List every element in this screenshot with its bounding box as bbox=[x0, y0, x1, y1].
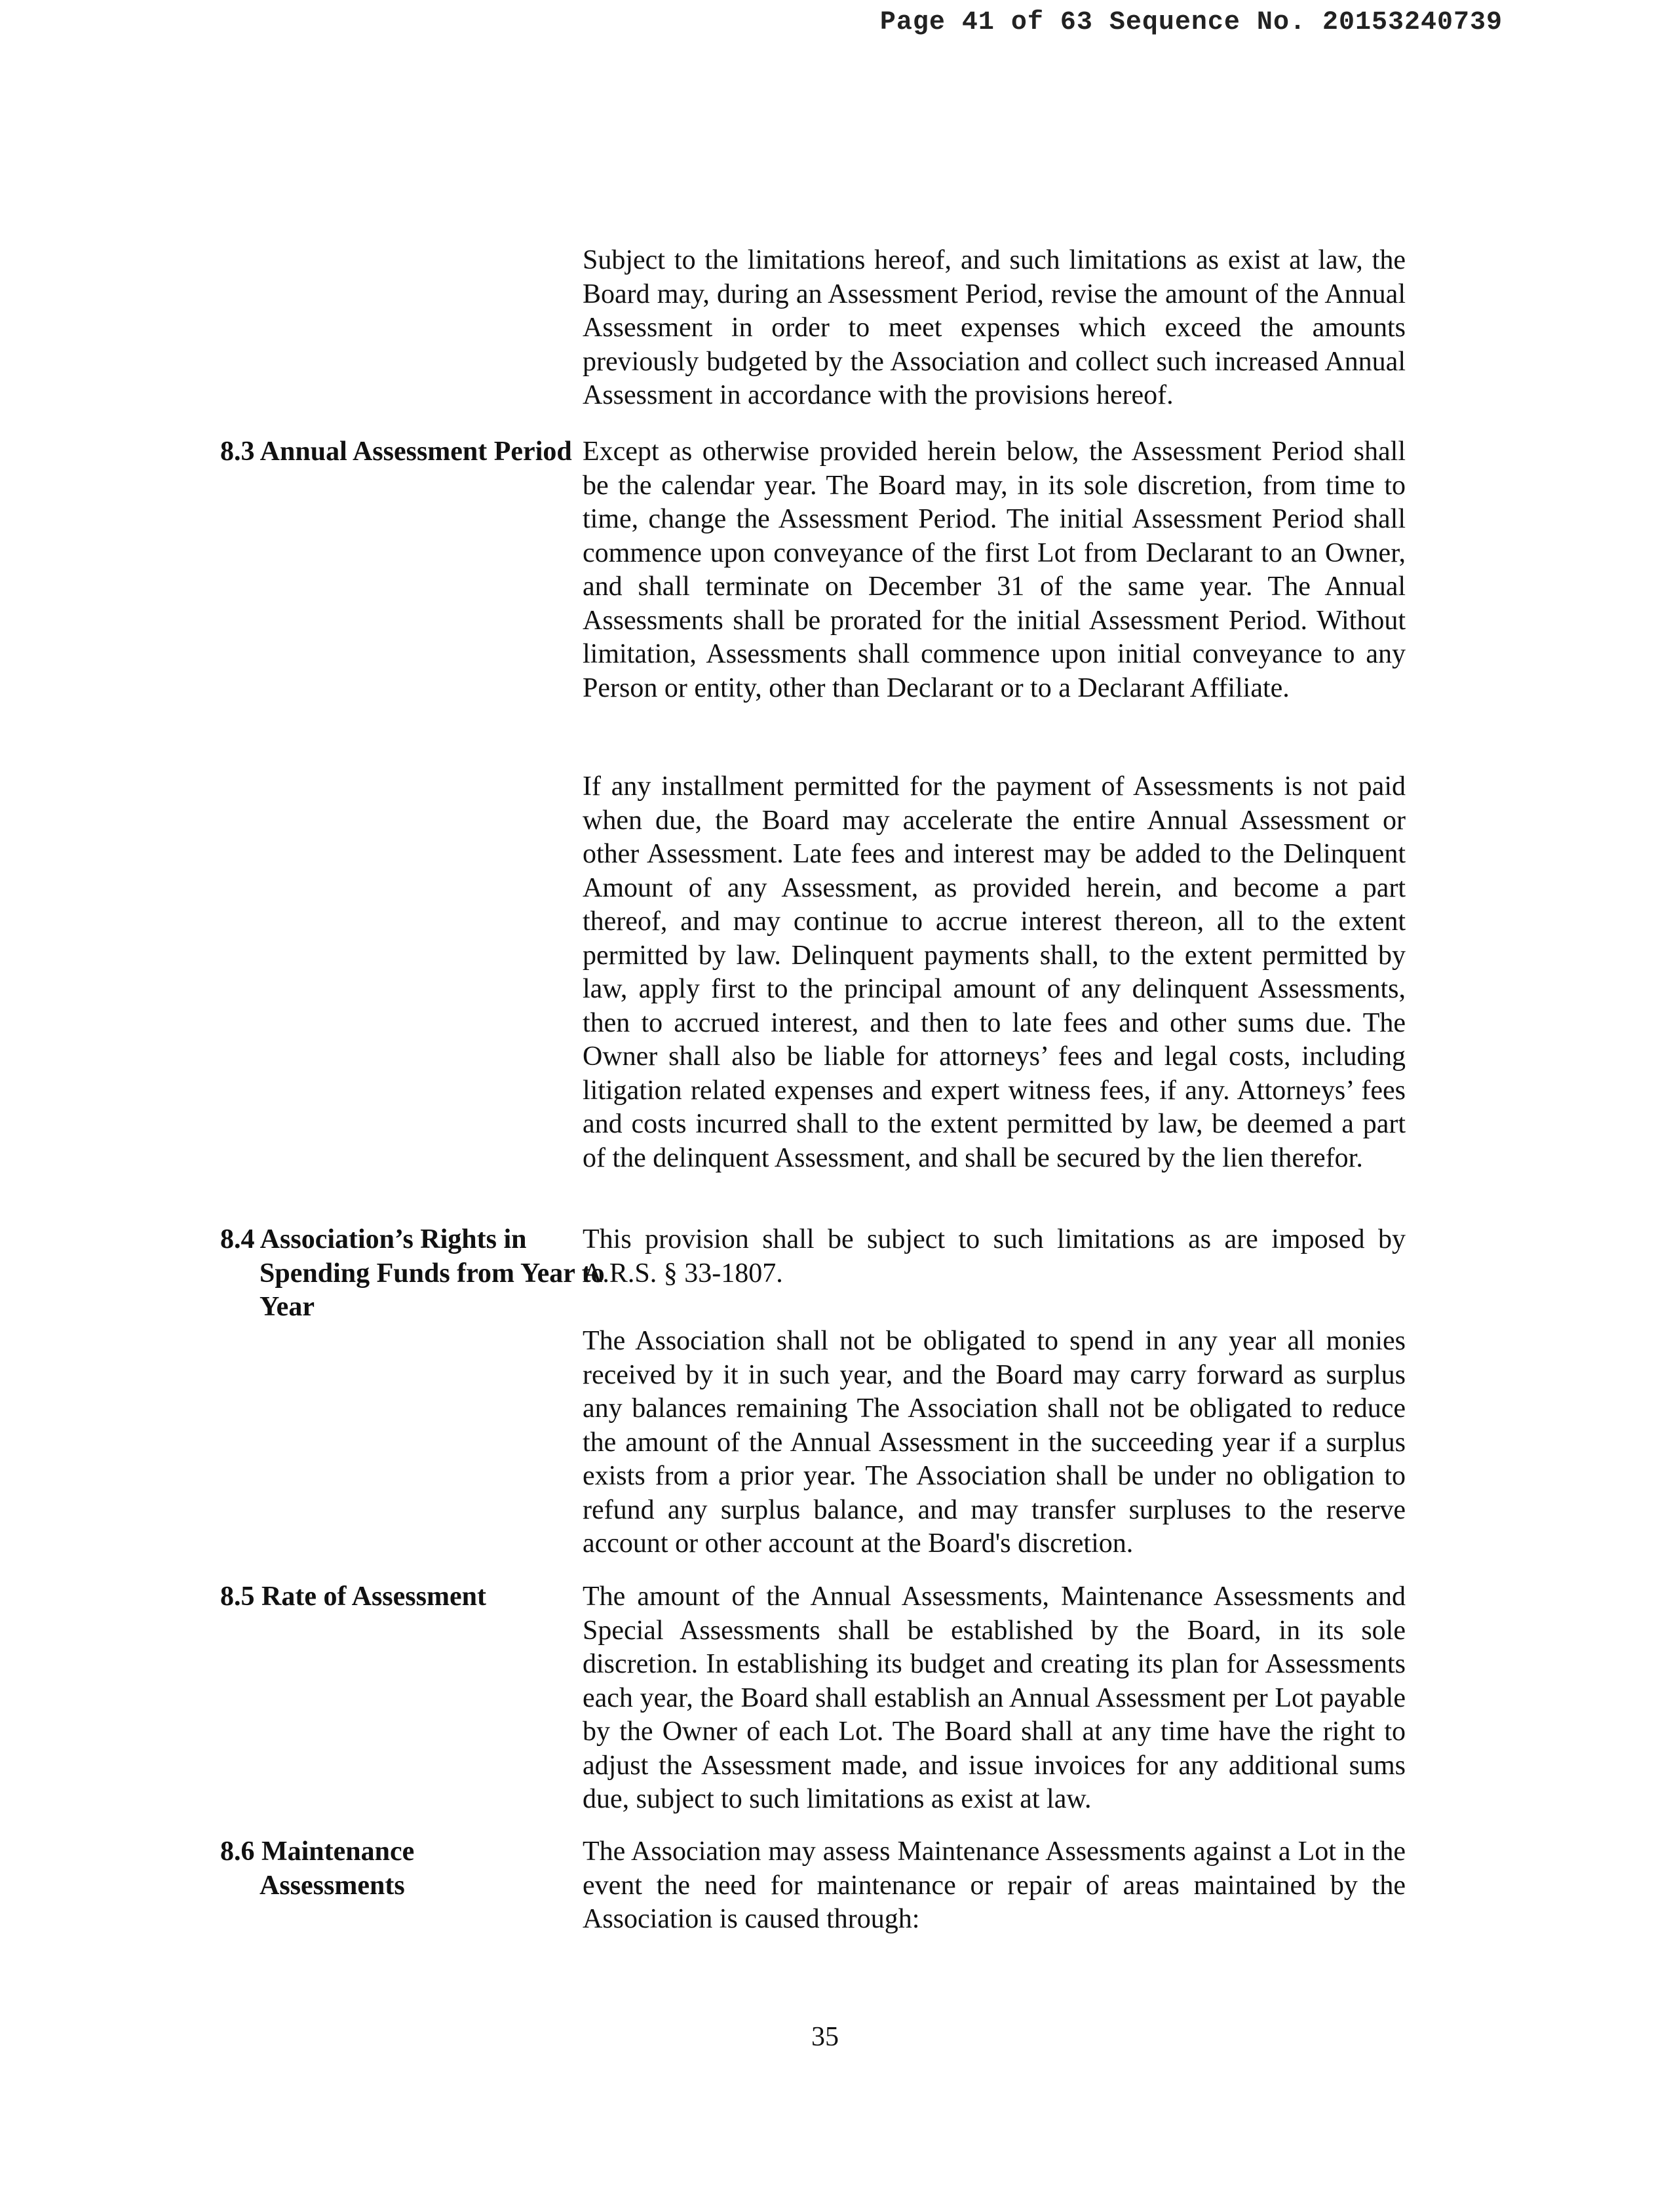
paragraph-8-5-rate: The amount of the Annual Assessments, Maintenance Assessments and Special Assessments shall be established by the Board, in its sole discretion. In establishing its budget and creating its plan for Assessments each year, the Board shall establish an Annual Assessment per Lot payable by the Owner of each Lot. The Board shall at any time have the right to adjust the Assessment made, and issue invoices for any additional sums due, subject to such limitations as exist at law. bbox=[583, 1581, 1406, 1814]
paragraph-8-4-limitations: This provision shall be subject to such limitations as are imposed by A.R.S. § 33-1807. bbox=[583, 1224, 1406, 1289]
paragraph-8-4-surplus: The Association shall not be obligated to spend in any year all monies received by it in such year, and the Board may carry forward as surplus any balances remaining The Association shall not be obligated to reduce the amount of the Annual Assessment in the succeeding year if a surplus exists from a prior year. The Association shall be under no obligation to refund any surplus balance, and may transfer surpluses to the reserve account or other account at the Board's discretion. bbox=[583, 1326, 1406, 1559]
paragraph-assessment-revision: Subject to the limitations hereof, and such limitations as exist at law, the Board may, during an Assessment Period, revise the amount of the Annual Assessment in order to meet expenses which exceed the amounts previously budgeted by the Association and collect such increased Annual Assessment in accordance with the provisions hereof. bbox=[583, 245, 1406, 410]
paragraph-8-3-installments: If any installment permitted for the payment of Assessments is not paid when due, the Board may accelerate the entire Annual Assessment or other Assessment. Late fees and interest may be added to the Delinquent Amount of any Assessment, as provided herein, and become a part thereof, and may continue to accrue interest thereon, all to the extent permitted by law. Delinquent payments shall, to the extent permitted by law, apply first to the principal amount of any delinquent Assessments, then to accrued interest, and then to late fees and other sums due. The Owner shall also be liable for attorneys’ fees and legal costs, including litigation related expenses and expert witness fees, if any. Attorneys’ fees and costs incurred shall to the extent permitted by law, be deemed a part of the delinquent Assessment, and shall be secured by the lien therefor. bbox=[583, 771, 1406, 1173]
page-header-sequence: Page 41 of 63 Sequence No. 20153240739 bbox=[879, 8, 1503, 37]
section-heading-8-5: 8.5 Rate of Assessment bbox=[220, 1581, 486, 1612]
page-number: 35 bbox=[811, 2022, 839, 2052]
section-heading-8-4: 8.4 Association’s Rights in Spending Funds from Year to Year bbox=[220, 1224, 605, 1322]
paragraph-8-6-maintenance: The Association may assess Maintenance Assessments against a Lot in the event the need for maintenance or repair of areas maintained by the Association is caused through: bbox=[583, 1836, 1406, 1934]
section-heading-8-6: 8.6 Maintenance Assessments bbox=[220, 1836, 415, 1901]
section-heading-8-3: 8.3 Annual Assessment Period bbox=[220, 437, 572, 467]
paragraph-8-3-period: Except as otherwise provided herein below, the Assessment Period shall be the calendar year. The Board may, in its sole discretion, from time to time, change the Assessment Period. The initial Assessment Period shall commence upon conveyance of the first Lot from Declarant to an Owner, and shall terminate on December 31 of the same year. The Annual Assessments shall be prorated for the initial Assessment Period. Without limitation, Assessments shall commence upon initial conveyance to any Person or entity, other than Declarant or to a Declarant Affiliate. bbox=[583, 437, 1406, 703]
